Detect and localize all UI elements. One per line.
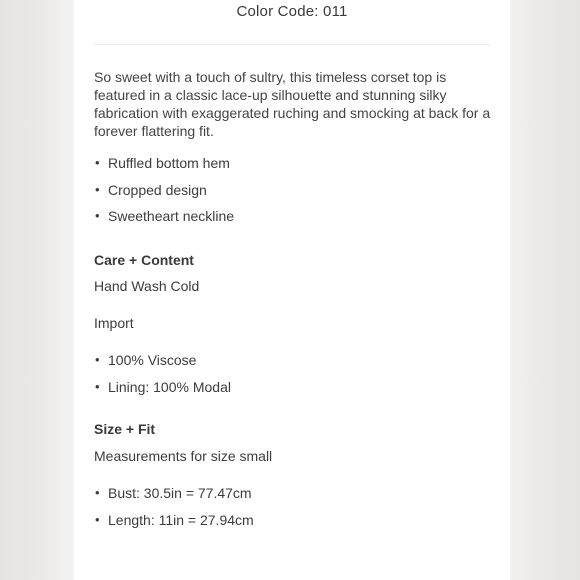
measurements-list [94, 480, 494, 533]
materials-list [94, 347, 494, 400]
list-item: • Lining: 100% Modal [94, 374, 494, 401]
size-fit-heading: Size + Fit [94, 421, 156, 438]
divider [94, 44, 491, 45]
care-wash-instruction: Hand Wash Cold [94, 278, 200, 295]
list-item: • Length: 11in = 27.94cm [94, 507, 494, 534]
product-description: So sweet with a touch of sultry, this timeless corset top is featured in a classic lace-up silhouette and stunning silky fabrication with exaggerated ruching and smocking at back for a forever flattering fit. [94, 69, 491, 139]
color-code-label: Color Code: 011 [236, 3, 348, 20]
list-item: • Bust: 30.5in = 77.47cm [94, 480, 494, 507]
product-details-panel [74, 0, 510, 580]
care-content-heading: Care + Content [94, 252, 194, 269]
list-item: • Sweetheart neckline [94, 203, 494, 230]
product-description-section [94, 68, 494, 534]
size-fit-note: Measurements for size small [94, 448, 273, 465]
list-item: • Ruffled bottom hem [94, 150, 494, 177]
list-item: • Cropped design [94, 177, 494, 204]
list-item: • 100% Viscose [94, 347, 494, 374]
feature-list [94, 150, 494, 230]
origin-label: Import [94, 315, 134, 332]
